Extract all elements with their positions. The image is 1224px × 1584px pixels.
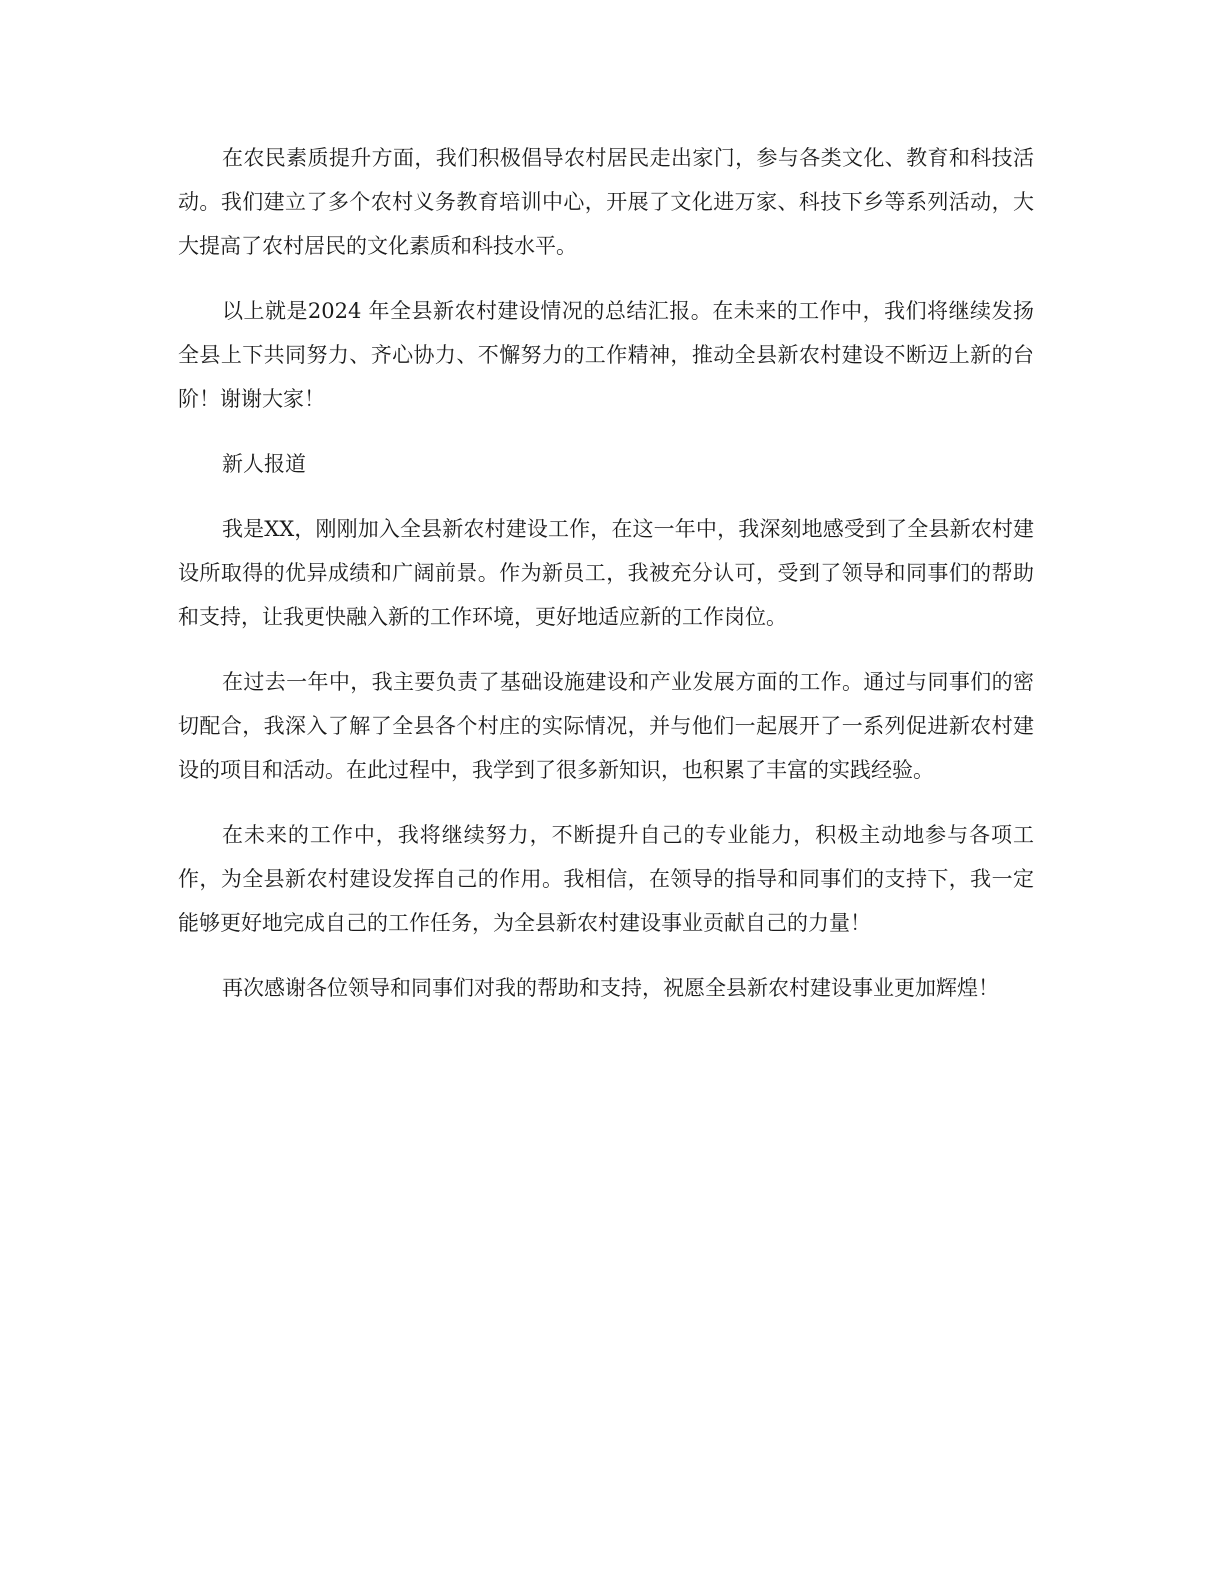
paragraph-self-introduction: 我是XX，刚刚加入全县新农村建设工作，在这一年中，我深刻地感受到了全县新农村建设所取得的优异成绩和广阔前景。作为新员工，我被充分认可，受到了领导和同事们的帮助和支持，让我更快融入新的工作环境，更好地适应新的工作岗位。 <box>178 517 1034 629</box>
section-heading-new-staff: 新人报道 <box>222 452 306 476</box>
paragraph-summary-closing: 以上就是2024 年全县新农村建设情况的总结汇报。在未来的工作中，我们将继续发扬全县上下共同努力、齐心协力、不懈努力的工作精神，推动全县新农村建设不断迈上新的台阶！谢谢大家！ <box>178 299 1034 411</box>
paragraph-farmer-quality: 在农民素质提升方面，我们积极倡导农村居民走出家门，参与各类文化、教育和科技活动。我们建立了多个农村义务教育培训中心，开展了文化进万家、科技下乡等系列活动，大大提高了农村居民的文化素质和科技水平。 <box>178 146 1034 258</box>
paragraph-past-year-work: 在过去一年中，我主要负责了基础设施建设和产业发展方面的工作。通过与同事们的密切配合，我深入了解了全县各个村庄的实际情况，并与他们一起展开了一系列促进新农村建设的项目和活动。在此过程中，我学到了很多新知识，也积累了丰富的实践经验。 <box>178 670 1034 782</box>
document-body <box>178 136 1034 1031</box>
paragraph-thanks: 再次感谢各位领导和同事们对我的帮助和支持，祝愿全县新农村建设事业更加辉煌！ <box>222 976 999 1000</box>
paragraph-future-work: 在未来的工作中，我将继续努力，不断提升自己的专业能力，积极主动地参与各项工作，为全县新农村建设发挥自己的作用。我相信，在领导的指导和同事们的支持下，我一定能够更好地完成自己的工作任务，为全县新农村建设事业贡献自己的力量！ <box>178 823 1034 935</box>
